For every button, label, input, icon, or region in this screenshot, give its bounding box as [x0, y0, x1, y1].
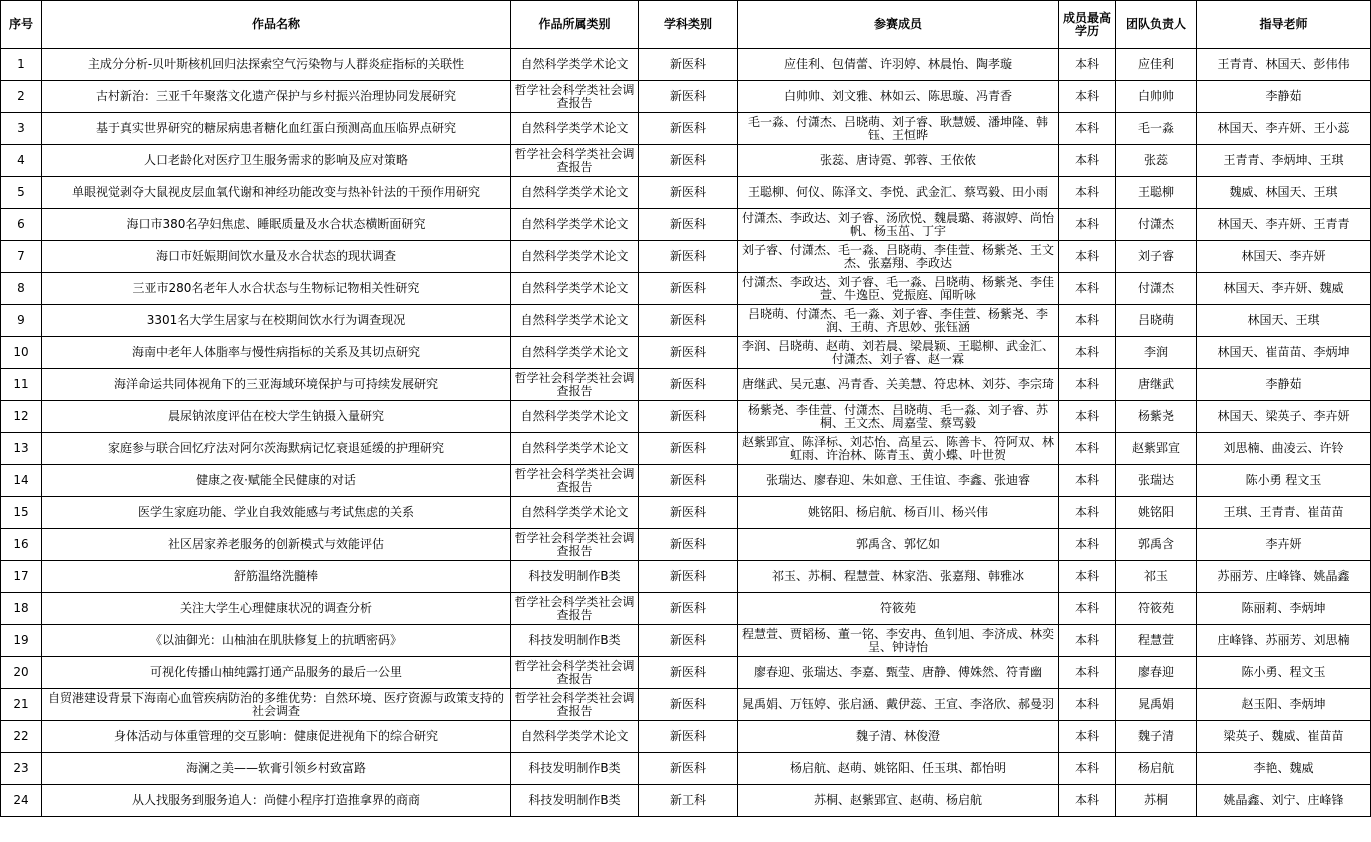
table-body [1, 49, 1371, 817]
cell-col-degree: 本科 [1059, 145, 1116, 177]
cell-col-degree: 本科 [1059, 113, 1116, 145]
cell-col-title: 医学生家庭功能、学业自我效能感与考试焦虑的关系 [42, 497, 511, 529]
cell-col-leader: 魏子清 [1116, 721, 1197, 753]
table-row [1, 305, 1371, 337]
cell-col-discipline: 新医科 [639, 113, 738, 145]
cell-col-degree: 本科 [1059, 497, 1116, 529]
cell-col-category: 哲学社会科学类社会调查报告 [511, 369, 639, 401]
cell-col-advisors: 林国天、梁英子、李卉妍 [1197, 401, 1371, 433]
cell-col-degree: 本科 [1059, 273, 1116, 305]
cell-col-leader: 毛一淼 [1116, 113, 1197, 145]
cell-col-degree: 本科 [1059, 657, 1116, 689]
cell-col-index: 22 [1, 721, 42, 753]
cell-col-advisors: 李艳、魏威 [1197, 753, 1371, 785]
cell-col-degree: 本科 [1059, 753, 1116, 785]
cell-col-leader: 付潇杰 [1116, 209, 1197, 241]
cell-col-leader: 祁玉 [1116, 561, 1197, 593]
cell-col-degree: 本科 [1059, 337, 1116, 369]
cell-col-advisors: 刘思楠、曲凌云、许铃 [1197, 433, 1371, 465]
header-col-leader: 团队负责人 [1116, 1, 1197, 49]
table-row [1, 593, 1371, 625]
cell-col-title: 可视化传播山柚纯露打通产品服务的最后一公里 [42, 657, 511, 689]
cell-col-discipline: 新医科 [639, 401, 738, 433]
cell-col-advisors: 姚晶鑫、刘宁、庄峰锋 [1197, 785, 1371, 817]
cell-col-title: 自贸港建设背景下海南心血管疾病防治的多维优势：自然环境、医疗资源与政策支持的社会调查 [42, 689, 511, 721]
cell-col-category: 自然科学类学术论文 [511, 497, 639, 529]
cell-col-category: 自然科学类学术论文 [511, 273, 639, 305]
cell-col-index: 15 [1, 497, 42, 529]
cell-col-advisors: 林国天、李卉妍、王青青 [1197, 209, 1371, 241]
cell-col-members: 晁禹娟、万钰婷、张启涵、戴伊蕊、王宣、李洛欣、郝曼羽 [738, 689, 1059, 721]
cell-col-members: 杨紫尧、李佳萱、付潇杰、吕晓萌、毛一淼、刘子睿、苏桐、王文杰、周嘉莹、蔡骂毅 [738, 401, 1059, 433]
cell-col-discipline: 新医科 [639, 209, 738, 241]
header-col-discipline: 学科类别 [639, 1, 738, 49]
cell-col-title: 社区居家养老服务的创新模式与效能评估 [42, 529, 511, 561]
table-row [1, 49, 1371, 81]
cell-col-title: 单眼视觉剥夺大鼠视皮层血氧代谢和神经功能改变与热补针法的干预作用研究 [42, 177, 511, 209]
cell-col-degree: 本科 [1059, 209, 1116, 241]
table-row [1, 273, 1371, 305]
cell-col-title: 关注大学生心理健康状况的调查分析 [42, 593, 511, 625]
cell-col-title: 身体活动与体重管理的交互影响：健康促进视角下的综合研究 [42, 721, 511, 753]
cell-col-advisors: 李卉妍 [1197, 529, 1371, 561]
cell-col-title: 海澜之美——软膏引领乡村致富路 [42, 753, 511, 785]
header-col-index: 序号 [1, 1, 42, 49]
cell-col-advisors: 梁英子、魏威、崔苗苗 [1197, 721, 1371, 753]
cell-col-index: 9 [1, 305, 42, 337]
cell-col-degree: 本科 [1059, 593, 1116, 625]
cell-col-leader: 杨紫尧 [1116, 401, 1197, 433]
cell-col-leader: 李润 [1116, 337, 1197, 369]
cell-col-title: 主成分分析-贝叶斯核机回归法探索空气污染物与人群炎症指标的关联性 [42, 49, 511, 81]
cell-col-discipline: 新医科 [639, 273, 738, 305]
cell-col-members: 程慧萱、贾韬杨、董一铭、李安冉、鱼钊旭、李济成、林奕呈、钟诗怡 [738, 625, 1059, 657]
cell-col-advisors: 赵玉阳、李炳坤 [1197, 689, 1371, 721]
cell-col-advisors: 陈丽莉、李炳坤 [1197, 593, 1371, 625]
cell-col-leader: 郭禹含 [1116, 529, 1197, 561]
cell-col-discipline: 新医科 [639, 593, 738, 625]
cell-col-members: 姚铭阳、杨启航、杨百川、杨兴伟 [738, 497, 1059, 529]
cell-col-members: 应佳利、包倩蕾、许羽婷、林晨怡、陶孝璇 [738, 49, 1059, 81]
cell-col-category: 自然科学类学术论文 [511, 401, 639, 433]
cell-col-degree: 本科 [1059, 625, 1116, 657]
cell-col-category: 自然科学类学术论文 [511, 337, 639, 369]
table-row [1, 465, 1371, 497]
cell-col-title: 海口市380名孕妇焦虑、睡眠质量及水合状态横断面研究 [42, 209, 511, 241]
cell-col-advisors: 李静茹 [1197, 81, 1371, 113]
cell-col-leader: 廖春迎 [1116, 657, 1197, 689]
cell-col-discipline: 新医科 [639, 81, 738, 113]
cell-col-index: 23 [1, 753, 42, 785]
cell-col-degree: 本科 [1059, 401, 1116, 433]
cell-col-index: 17 [1, 561, 42, 593]
cell-col-discipline: 新医科 [639, 145, 738, 177]
cell-col-title: 海南中老年人体脂率与慢性病指标的关系及其切点研究 [42, 337, 511, 369]
cell-col-category: 科技发明制作B类 [511, 785, 639, 817]
cell-col-discipline: 新医科 [639, 49, 738, 81]
cell-col-advisors: 庄峰锋、苏丽芳、刘思楠 [1197, 625, 1371, 657]
cell-col-title: 舒筋温络洗髓棒 [42, 561, 511, 593]
cell-col-advisors: 陈小勇、程文玉 [1197, 657, 1371, 689]
cell-col-title: 《以油御光：山柚油在肌肤修复上的抗晒密码》 [42, 625, 511, 657]
cell-col-index: 1 [1, 49, 42, 81]
header-col-category: 作品所属类别 [511, 1, 639, 49]
cell-col-members: 王聪柳、何仪、陈泽文、李悦、武金汇、蔡骂毅、田小雨 [738, 177, 1059, 209]
cell-col-members: 吕晓萌、付潇杰、毛一淼、刘子睿、李佳萱、杨紫尧、李润、王萌、齐思妙、张钰涵 [738, 305, 1059, 337]
cell-col-category: 自然科学类学术论文 [511, 721, 639, 753]
cell-col-leader: 张蕊 [1116, 145, 1197, 177]
cell-col-category: 自然科学类学术论文 [511, 209, 639, 241]
table-row [1, 337, 1371, 369]
cell-col-index: 16 [1, 529, 42, 561]
cell-col-degree: 本科 [1059, 305, 1116, 337]
cell-col-category: 科技发明制作B类 [511, 561, 639, 593]
cell-col-discipline: 新医科 [639, 305, 738, 337]
cell-col-degree: 本科 [1059, 369, 1116, 401]
cell-col-leader: 付潇杰 [1116, 273, 1197, 305]
cell-col-index: 20 [1, 657, 42, 689]
cell-col-category: 自然科学类学术论文 [511, 241, 639, 273]
cell-col-leader: 唐继武 [1116, 369, 1197, 401]
cell-col-index: 6 [1, 209, 42, 241]
cell-col-index: 8 [1, 273, 42, 305]
cell-col-discipline: 新医科 [639, 465, 738, 497]
header-col-title: 作品名称 [42, 1, 511, 49]
cell-col-index: 19 [1, 625, 42, 657]
cell-col-leader: 赵紫郢宣 [1116, 433, 1197, 465]
cell-col-index: 2 [1, 81, 42, 113]
cell-col-category: 哲学社会科学类社会调查报告 [511, 145, 639, 177]
cell-col-advisors: 林国天、王琪 [1197, 305, 1371, 337]
cell-col-title: 基于真实世界研究的糖尿病患者糖化血红蛋白预测高血压临界点研究 [42, 113, 511, 145]
cell-col-leader: 张瑞达 [1116, 465, 1197, 497]
cell-col-advisors: 林国天、李卉妍、魏威 [1197, 273, 1371, 305]
cell-col-advisors: 王琪、王青青、崔苗苗 [1197, 497, 1371, 529]
cell-col-index: 7 [1, 241, 42, 273]
cell-col-discipline: 新医科 [639, 529, 738, 561]
cell-col-degree: 本科 [1059, 561, 1116, 593]
cell-col-advisors: 王青青、林国天、彭伟伟 [1197, 49, 1371, 81]
table-row [1, 177, 1371, 209]
header-col-degree: 成员最高学历 [1059, 1, 1116, 49]
cell-col-leader: 晁禹娟 [1116, 689, 1197, 721]
cell-col-category: 自然科学类学术论文 [511, 113, 639, 145]
table-row [1, 721, 1371, 753]
cell-col-index: 21 [1, 689, 42, 721]
cell-col-degree: 本科 [1059, 689, 1116, 721]
table-row [1, 81, 1371, 113]
cell-col-members: 张蕊、唐诗霓、郭蓉、王依侬 [738, 145, 1059, 177]
cell-col-index: 18 [1, 593, 42, 625]
cell-col-advisors: 王青青、李炳坤、王琪 [1197, 145, 1371, 177]
cell-col-index: 14 [1, 465, 42, 497]
cell-col-members: 苏桐、赵紫郢宣、赵萌、杨启航 [738, 785, 1059, 817]
cell-col-members: 赵紫郢宣、陈泽标、刘芯怡、高星云、陈善卡、符阿双、林虹雨、许治林、陈青玉、黄小蝶、叶世贺 [738, 433, 1059, 465]
cell-col-discipline: 新医科 [639, 337, 738, 369]
cell-col-discipline: 新工科 [639, 785, 738, 817]
table-row [1, 561, 1371, 593]
cell-col-degree: 本科 [1059, 49, 1116, 81]
cell-col-category: 科技发明制作B类 [511, 625, 639, 657]
cell-col-leader: 姚铭阳 [1116, 497, 1197, 529]
cell-col-index: 12 [1, 401, 42, 433]
cell-col-index: 11 [1, 369, 42, 401]
cell-col-leader: 程慧萱 [1116, 625, 1197, 657]
cell-col-advisors: 魏威、林国天、王琪 [1197, 177, 1371, 209]
table-row [1, 785, 1371, 817]
cell-col-discipline: 新医科 [639, 177, 738, 209]
cell-col-discipline: 新医科 [639, 657, 738, 689]
cell-col-category: 自然科学类学术论文 [511, 305, 639, 337]
cell-col-title: 古村新治：三亚千年聚落文化遗产保护与乡村振兴治理协同发展研究 [42, 81, 511, 113]
cell-col-index: 4 [1, 145, 42, 177]
cell-col-members: 廖春迎、张瑞达、李嘉、甄莹、唐静、傅姝然、符青幽 [738, 657, 1059, 689]
cell-col-advisors: 林国天、崔苗苗、李炳坤 [1197, 337, 1371, 369]
cell-col-discipline: 新医科 [639, 721, 738, 753]
cell-col-category: 哲学社会科学类社会调查报告 [511, 593, 639, 625]
header-row [1, 1, 1371, 49]
cell-col-title: 家庭参与联合回忆疗法对阿尔茨海默病记忆衰退延缓的护理研究 [42, 433, 511, 465]
cell-col-discipline: 新医科 [639, 369, 738, 401]
cell-col-title: 海洋命运共同体视角下的三亚海域环境保护与可持续发展研究 [42, 369, 511, 401]
cell-col-leader: 刘子睿 [1116, 241, 1197, 273]
table-row [1, 529, 1371, 561]
cell-col-discipline: 新医科 [639, 433, 738, 465]
cell-col-advisors: 林国天、李卉妍 [1197, 241, 1371, 273]
cell-col-category: 哲学社会科学类社会调查报告 [511, 465, 639, 497]
cell-col-discipline: 新医科 [639, 561, 738, 593]
cell-col-leader: 符筱苑 [1116, 593, 1197, 625]
cell-col-category: 自然科学类学术论文 [511, 177, 639, 209]
cell-col-members: 付潇杰、李政达、刘子睿、毛一淼、吕晓萌、杨紫尧、李佳萱、牛逸臣、党振庭、闻昕咏 [738, 273, 1059, 305]
table-row [1, 753, 1371, 785]
cell-col-category: 哲学社会科学类社会调查报告 [511, 657, 639, 689]
table-row [1, 209, 1371, 241]
cell-col-leader: 杨启航 [1116, 753, 1197, 785]
cell-col-title: 晨尿钠浓度评估在校大学生钠摄入量研究 [42, 401, 511, 433]
cell-col-index: 13 [1, 433, 42, 465]
cell-col-members: 张瑞达、廖春迎、朱如意、王佳谊、李鑫、张迪睿 [738, 465, 1059, 497]
cell-col-leader: 白帅帅 [1116, 81, 1197, 113]
cell-col-advisors: 李静茹 [1197, 369, 1371, 401]
cell-col-advisors: 林国天、李卉妍、王小蕊 [1197, 113, 1371, 145]
cell-col-degree: 本科 [1059, 785, 1116, 817]
cell-col-degree: 本科 [1059, 241, 1116, 273]
cell-col-category: 哲学社会科学类社会调查报告 [511, 529, 639, 561]
cell-col-title: 3301名大学生居家与在校期间饮水行为调查现况 [42, 305, 511, 337]
cell-col-title: 三亚市280名老年人水合状态与生物标记物相关性研究 [42, 273, 511, 305]
table-row [1, 401, 1371, 433]
cell-col-degree: 本科 [1059, 465, 1116, 497]
table-row [1, 145, 1371, 177]
cell-col-members: 付潇杰、李政达、刘子睿、汤欣悦、魏晨璐、蒋淑婷、尚怡帆、杨玉茁、丁宇 [738, 209, 1059, 241]
cell-col-advisors: 苏丽芳、庄峰锋、姚晶鑫 [1197, 561, 1371, 593]
cell-col-members: 毛一淼、付潇杰、吕晓萌、刘子睿、耿慧媛、潘坤隆、韩钰、王恒晔 [738, 113, 1059, 145]
cell-col-degree: 本科 [1059, 721, 1116, 753]
cell-col-degree: 本科 [1059, 177, 1116, 209]
header-col-advisors: 指导老师 [1197, 1, 1371, 49]
cell-col-index: 10 [1, 337, 42, 369]
cell-col-category: 自然科学类学术论文 [511, 49, 639, 81]
table-row [1, 497, 1371, 529]
cell-col-discipline: 新医科 [639, 241, 738, 273]
table-row [1, 689, 1371, 721]
cell-col-discipline: 新医科 [639, 689, 738, 721]
cell-col-index: 24 [1, 785, 42, 817]
cell-col-members: 郭禹含、郭忆如 [738, 529, 1059, 561]
table-row [1, 241, 1371, 273]
cell-col-category: 科技发明制作B类 [511, 753, 639, 785]
cell-col-discipline: 新医科 [639, 625, 738, 657]
cell-col-members: 符筱苑 [738, 593, 1059, 625]
cell-col-degree: 本科 [1059, 81, 1116, 113]
cell-col-degree: 本科 [1059, 529, 1116, 561]
cell-col-members: 魏子清、林俊澄 [738, 721, 1059, 753]
cell-col-advisors: 陈小勇 程文玉 [1197, 465, 1371, 497]
cell-col-category: 哲学社会科学类社会调查报告 [511, 689, 639, 721]
cell-col-leader: 苏桐 [1116, 785, 1197, 817]
cell-col-members: 白帅帅、刘文雅、林如云、陈思璇、冯青香 [738, 81, 1059, 113]
cell-col-discipline: 新医科 [639, 753, 738, 785]
cell-col-title: 人口老龄化对医疗卫生服务需求的影响及应对策略 [42, 145, 511, 177]
cell-col-degree: 本科 [1059, 433, 1116, 465]
cell-col-members: 唐继武、吴元惠、冯青香、关美慧、符忠林、刘芬、李宗琦 [738, 369, 1059, 401]
cell-col-title: 从人找服务到服务追人：尚健小程序打造推拿界的商商 [42, 785, 511, 817]
cell-col-index: 3 [1, 113, 42, 145]
table-row [1, 369, 1371, 401]
cell-col-title: 健康之夜·赋能全民健康的对话 [42, 465, 511, 497]
cell-col-leader: 王聪柳 [1116, 177, 1197, 209]
table-row [1, 625, 1371, 657]
cell-col-title: 海口市妊娠期间饮水量及水合状态的现状调查 [42, 241, 511, 273]
table-row [1, 433, 1371, 465]
cell-col-category: 哲学社会科学类社会调查报告 [511, 81, 639, 113]
cell-col-members: 祁玉、苏桐、程慧萱、林家浩、张嘉翔、韩雅冰 [738, 561, 1059, 593]
cell-col-leader: 应佳利 [1116, 49, 1197, 81]
cell-col-index: 5 [1, 177, 42, 209]
cell-col-leader: 吕晓萌 [1116, 305, 1197, 337]
cell-col-category: 自然科学类学术论文 [511, 433, 639, 465]
cell-col-discipline: 新医科 [639, 497, 738, 529]
cell-col-members: 刘子睿、付潇杰、毛一淼、吕晓萌、李佳萱、杨紫尧、王文杰、张嘉翔、李政达 [738, 241, 1059, 273]
header-col-members: 参赛成员 [738, 1, 1059, 49]
cell-col-members: 李润、吕晓萌、赵萌、刘若晨、梁晨颖、王聪柳、武金汇、付潇杰、刘子睿、赵一霖 [738, 337, 1059, 369]
table-row [1, 657, 1371, 689]
table-row [1, 113, 1371, 145]
cell-col-members: 杨启航、赵萌、姚铭阳、任玉琪、都怡明 [738, 753, 1059, 785]
